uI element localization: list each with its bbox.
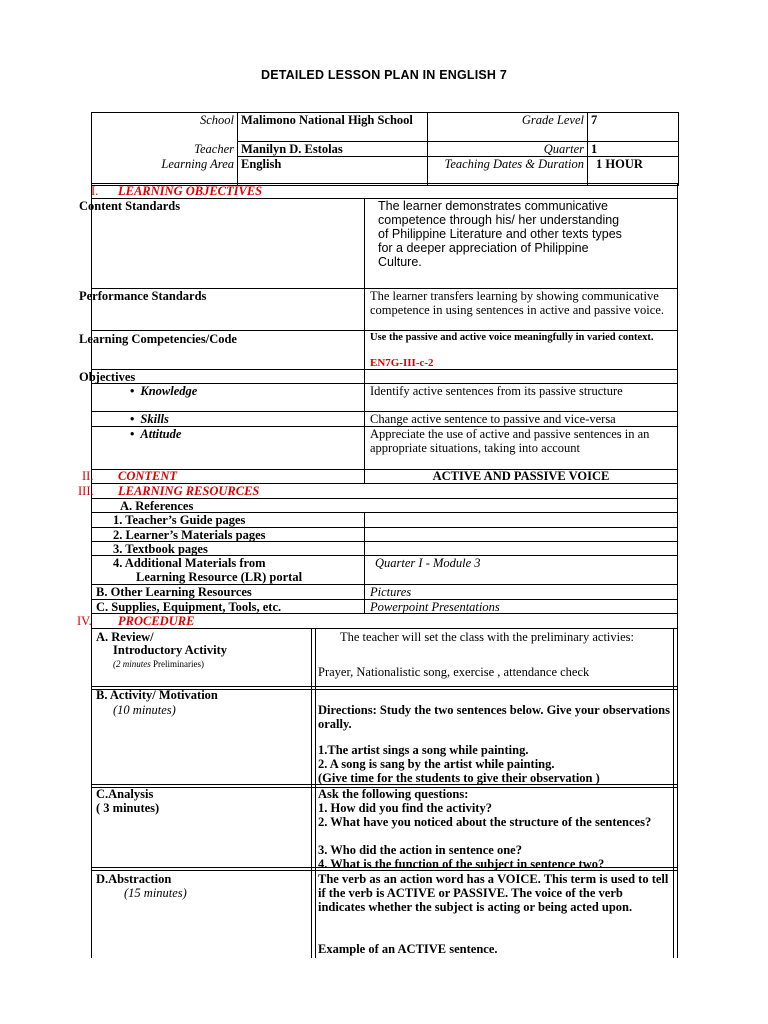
school-value: Malimono National High School xyxy=(238,113,428,142)
supplies-label: C. Supplies, Equipment, Tools, etc. xyxy=(96,600,282,614)
attitude-label: • Attitude xyxy=(130,427,181,441)
abstraction-time: (15 minutes) xyxy=(124,886,187,900)
section-3-number: III. xyxy=(78,484,94,498)
section-2-number: II. xyxy=(82,469,94,483)
analysis-intro: Ask the following questions: xyxy=(318,787,469,801)
performance-standards-label: Performance Standards xyxy=(79,289,207,303)
analysis-time: ( 3 minutes) xyxy=(96,801,160,815)
grade-value: 7 xyxy=(588,113,679,142)
analysis-question-4: 4. What is the function of the subject in sentence two? xyxy=(318,857,605,871)
content-standards-label: Content Standards xyxy=(79,199,181,213)
abstraction-label: D.Abstraction xyxy=(96,872,172,886)
resource-textbook: 3. Textbook pages xyxy=(113,542,208,556)
review-label-2: Introductory Activity xyxy=(113,643,227,657)
section-4-number: IV. xyxy=(77,614,92,628)
teacher-value: Manilyn D. Estolas xyxy=(238,142,428,157)
area-label: Learning Area xyxy=(92,157,238,186)
content-standards-value: The learner demonstrates communicative competence through his/ her understanding of Philippine Literature and other texts types for a deeper appreciation of Philippine Culture. xyxy=(378,199,622,269)
dates-value: 1 HOUR xyxy=(588,157,679,186)
abstraction-text: The verb as an action word has a VOICE. This term is used to tell if the verb is ACTIVE or PASSIVE. The voice of the verb indicates whether the subject is acting or being acted upon. xyxy=(318,872,669,914)
other-resources-label: B. Other Learning Resources xyxy=(96,585,252,599)
grade-label: Grade Level xyxy=(428,113,588,142)
competencies-label: Learning Competencies/Code xyxy=(79,332,237,346)
header-table xyxy=(91,112,679,186)
skills-value: Change active sentence to passive and vice-versa xyxy=(370,412,616,426)
page-title: DETAILED LESSON PLAN IN ENGLISH 7 xyxy=(261,68,507,82)
resource-learners-materials: 2. Learner’s Materials pages xyxy=(113,528,266,542)
analysis-label: C.Analysis xyxy=(96,787,154,801)
resource-additional-2: Learning Resource (LR) portal xyxy=(136,570,303,584)
content-value: ACTIVE AND PASSIVE VOICE xyxy=(432,469,610,483)
review-text-2: Prayer, Nationalistic song, exercise , attendance check xyxy=(318,665,590,679)
references-label: A. References xyxy=(120,499,194,513)
skills-label: • Skills xyxy=(130,412,169,426)
review-time: (2 minutes Preliminaries) xyxy=(113,659,204,669)
competencies-value: Use the passive and active voice meaningfully in varied context. xyxy=(370,332,654,343)
section-1-title: LEARNING OBJECTIVES xyxy=(118,184,263,198)
section-4-title: PROCEDURE xyxy=(118,614,195,628)
performance-standards-value: The learner transfers learning by showing communicative competence in using sentences in active and passive voice. xyxy=(370,289,664,317)
abstraction-example: Example of an ACTIVE sentence. xyxy=(318,942,498,956)
section-3-title: LEARNING RESOURCES xyxy=(118,484,260,498)
quarter-label: Quarter xyxy=(428,142,588,157)
review-label: A. Review/ xyxy=(96,630,154,644)
activity-sentence-1: 1.The artist sings a song while painting. xyxy=(318,743,529,757)
knowledge-value: Identify active sentences from its passive structure xyxy=(370,384,623,398)
activity-sentence-2: 2. A song is sang by the artist while painting. xyxy=(318,757,555,771)
activity-note: (Give time for the students to give their observation ) xyxy=(318,771,600,785)
analysis-question-3: 3. Who did the action in sentence one? xyxy=(318,843,522,857)
attitude-value: Appreciate the use of active and passive sentences in an appropriate situations, taking into account xyxy=(370,427,650,455)
teacher-label: Teacher xyxy=(92,142,238,157)
resource-additional-1: 4. Additional Materials from xyxy=(113,556,266,570)
objectives-label: Objectives xyxy=(79,370,136,384)
area-value: English xyxy=(238,157,428,186)
section-1-number: I. xyxy=(91,184,99,198)
competencies-code: EN7G-III-c-2 xyxy=(370,357,434,369)
knowledge-label: • Knowledge xyxy=(130,384,197,398)
review-text: The teacher will set the class with the preliminary activies: xyxy=(340,630,634,644)
school-label: School xyxy=(92,113,238,142)
resource-teachers-guide: 1. Teacher’s Guide pages xyxy=(113,513,246,527)
section-2-title: CONTENT xyxy=(118,469,178,483)
activity-directions: Directions: Study the two sentences below. Give your observations orally. xyxy=(318,703,670,731)
activity-label: B. Activity/ Motivation xyxy=(96,688,218,702)
supplies-value: Powerpoint Presentations xyxy=(370,600,500,614)
other-resources-value: Pictures xyxy=(370,585,412,599)
dates-label: Teaching Dates & Duration xyxy=(428,157,588,186)
quarter-value: 1 xyxy=(588,142,679,157)
analysis-question-2: 2. What have you noticed about the structure of the sentences? xyxy=(318,815,652,829)
analysis-question-1: 1. How did you find the activity? xyxy=(318,801,492,815)
resource-additional-value: Quarter I - Module 3 xyxy=(375,556,481,570)
activity-time: (10 minutes) xyxy=(113,703,176,717)
